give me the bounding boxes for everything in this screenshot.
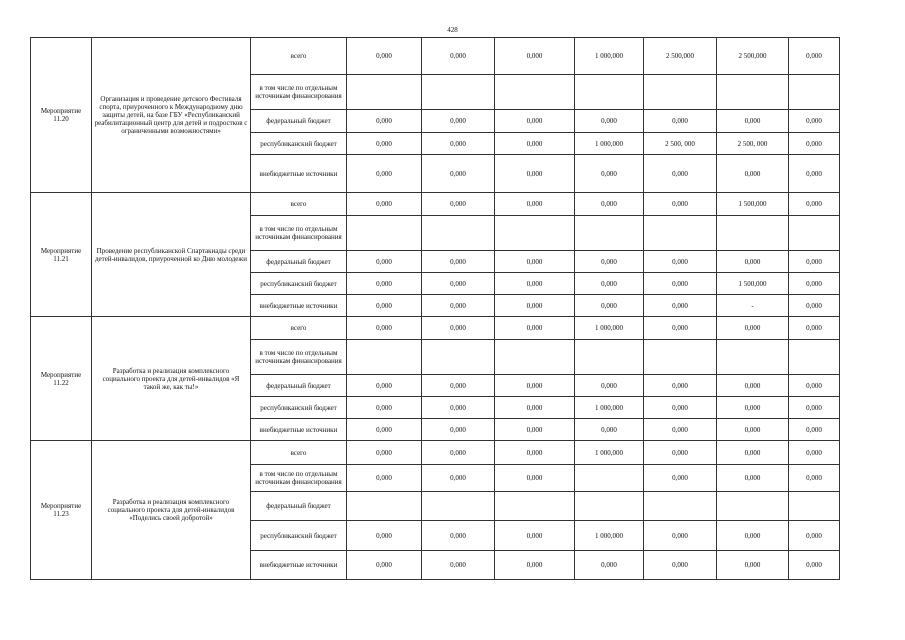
value-cell: [717, 340, 789, 375]
value-cell: 0,000: [789, 133, 840, 155]
measure-description: Проведение республиканской Спартакиады среди детей-инвалидов, приуроченной ко Дню молодежи: [92, 193, 251, 317]
value-cell: 2 500,000: [717, 38, 789, 75]
value-cell: 0,000: [575, 193, 644, 216]
value-cell: 0,000: [495, 251, 575, 273]
value-cell: 0,000: [422, 38, 495, 75]
funding-source-label: в том числе по отдельным источникам финансирования: [251, 465, 347, 492]
value-cell: 0,000: [644, 317, 717, 340]
value-cell: 0,000: [422, 521, 495, 551]
value-cell: 0,000: [575, 251, 644, 273]
value-cell: 0,000: [495, 38, 575, 75]
value-cell: [347, 492, 422, 521]
funding-source-label: всего: [251, 441, 347, 465]
value-cell: 0,000: [495, 441, 575, 465]
value-cell: 0,000: [347, 551, 422, 580]
value-cell: 0,000: [789, 521, 840, 551]
value-cell: [422, 492, 495, 521]
value-cell: 0,000: [422, 419, 495, 441]
value-cell: 1 000,000: [575, 397, 644, 419]
value-cell: 0,000: [495, 110, 575, 133]
value-cell: 0,000: [789, 251, 840, 273]
value-cell: 0,000: [422, 295, 495, 317]
value-cell: 0,000: [575, 110, 644, 133]
value-cell: 0,000: [347, 419, 422, 441]
value-cell: 0,000: [347, 465, 422, 492]
value-cell: -: [717, 295, 789, 317]
value-cell: 0,000: [495, 397, 575, 419]
value-cell: 0,000: [347, 295, 422, 317]
value-cell: 0,000: [789, 273, 840, 295]
value-cell: [495, 216, 575, 251]
table-row: [31, 441, 840, 465]
funding-source-label: внебюджетные источники: [251, 419, 347, 441]
funding-source-label: в том числе по отдельным источникам финансирования: [251, 216, 347, 251]
value-cell: 0,000: [422, 551, 495, 580]
value-cell: 0,000: [717, 419, 789, 441]
value-cell: [717, 75, 789, 110]
value-cell: 0,000: [495, 155, 575, 193]
value-cell: 1 000,000: [575, 521, 644, 551]
value-cell: [495, 492, 575, 521]
value-cell: 0,000: [717, 375, 789, 397]
value-cell: 0,000: [789, 317, 840, 340]
value-cell: 0,000: [347, 133, 422, 155]
value-cell: 0,000: [495, 133, 575, 155]
value-cell: 2 500, 000: [717, 133, 789, 155]
value-cell: 0,000: [717, 251, 789, 273]
value-cell: 0,000: [347, 193, 422, 216]
value-cell: [422, 340, 495, 375]
value-cell: 0,000: [644, 251, 717, 273]
value-cell: 0,000: [422, 133, 495, 155]
funding-source-label: федеральный бюджет: [251, 492, 347, 521]
value-cell: 0,000: [422, 110, 495, 133]
value-cell: 0,000: [717, 441, 789, 465]
page-number: 428: [447, 26, 458, 34]
value-cell: 0,000: [789, 38, 840, 75]
funding-source-label: всего: [251, 317, 347, 340]
value-cell: [644, 492, 717, 521]
value-cell: 0,000: [347, 317, 422, 340]
value-cell: 0,000: [644, 465, 717, 492]
value-cell: 0,000: [644, 419, 717, 441]
value-cell: 0,000: [789, 465, 840, 492]
value-cell: 0,000: [644, 397, 717, 419]
value-cell: 0,000: [495, 317, 575, 340]
funding-source-label: в том числе по отдельным источникам финансирования: [251, 75, 347, 110]
value-cell: 0,000: [575, 419, 644, 441]
measure-description: Разработка и реализация комплексного социального проекта для детей-инвалидов «Я такой же, как ты!»: [92, 317, 251, 441]
value-cell: 0,000: [717, 155, 789, 193]
value-cell: 0,000: [422, 375, 495, 397]
funding-source-label: республиканский бюджет: [251, 521, 347, 551]
measure-description: Организация и проведение детского Фестиваля спорта, приуроченного к Международному дню защиты детей, на базе ГБУ «Республиканский реабилитационный центр для детей и подростков с ограниченными возможностями»: [92, 38, 251, 193]
value-cell: 1 000,000: [575, 133, 644, 155]
value-cell: 0,000: [347, 521, 422, 551]
table-row: [31, 38, 840, 75]
value-cell: [495, 340, 575, 375]
value-cell: 0,000: [717, 551, 789, 580]
value-cell: [575, 340, 644, 375]
measure-name: Мероприятие 11.20: [31, 38, 92, 193]
value-cell: 0,000: [644, 551, 717, 580]
value-cell: 1 000,000: [575, 317, 644, 340]
value-cell: 0,000: [789, 419, 840, 441]
value-cell: 0,000: [347, 441, 422, 465]
value-cell: 0,000: [495, 193, 575, 216]
value-cell: 0,000: [422, 273, 495, 295]
funding-source-label: федеральный бюджет: [251, 375, 347, 397]
value-cell: [717, 492, 789, 521]
value-cell: 0,000: [644, 521, 717, 551]
value-cell: 0,000: [717, 521, 789, 551]
value-cell: [347, 340, 422, 375]
table-row: [31, 193, 840, 216]
funding-source-label: всего: [251, 193, 347, 216]
value-cell: 0,000: [789, 375, 840, 397]
value-cell: 0,000: [789, 110, 840, 133]
value-cell: 0,000: [422, 317, 495, 340]
value-cell: [717, 216, 789, 251]
value-cell: 0,000: [789, 551, 840, 580]
value-cell: [789, 216, 840, 251]
value-cell: [789, 75, 840, 110]
value-cell: 0,000: [422, 397, 495, 419]
value-cell: 0,000: [422, 251, 495, 273]
value-cell: 0,000: [789, 155, 840, 193]
value-cell: 0,000: [575, 273, 644, 295]
funding-source-label: внебюджетные источники: [251, 551, 347, 580]
value-cell: 0,000: [495, 551, 575, 580]
value-cell: 1 000,000: [575, 38, 644, 75]
funding-source-label: внебюджетные источники: [251, 155, 347, 193]
value-cell: [789, 492, 840, 521]
value-cell: [347, 216, 422, 251]
value-cell: 0,000: [575, 551, 644, 580]
value-cell: 0,000: [495, 419, 575, 441]
table-row: [31, 317, 840, 340]
value-cell: 0,000: [717, 110, 789, 133]
value-cell: [422, 216, 495, 251]
value-cell: 1 000,000: [575, 441, 644, 465]
value-cell: 0,000: [644, 273, 717, 295]
value-cell: 0,000: [347, 251, 422, 273]
value-cell: 0,000: [347, 375, 422, 397]
value-cell: 0,000: [789, 295, 840, 317]
value-cell: 0,000: [495, 295, 575, 317]
value-cell: [495, 75, 575, 110]
value-cell: 2 500, 000: [644, 133, 717, 155]
value-cell: 0,000: [644, 155, 717, 193]
value-cell: 0,000: [644, 375, 717, 397]
funding-source-label: республиканский бюджет: [251, 133, 347, 155]
value-cell: 0,000: [347, 38, 422, 75]
funding-source-label: внебюджетные источники: [251, 295, 347, 317]
value-cell: [575, 75, 644, 110]
value-cell: 0,000: [717, 397, 789, 419]
value-cell: 0,000: [347, 155, 422, 193]
value-cell: 1 500,000: [717, 273, 789, 295]
value-cell: 0,000: [422, 155, 495, 193]
value-cell: [789, 340, 840, 375]
value-cell: 0,000: [644, 295, 717, 317]
funding-source-label: федеральный бюджет: [251, 251, 347, 273]
value-cell: [422, 75, 495, 110]
funding-source-label: федеральный бюджет: [251, 110, 347, 133]
value-cell: [347, 75, 422, 110]
value-cell: [644, 340, 717, 375]
value-cell: 0,000: [644, 110, 717, 133]
value-cell: [575, 492, 644, 521]
value-cell: 0,000: [347, 273, 422, 295]
measure-name: Мероприятие 11.22: [31, 317, 92, 441]
value-cell: 0,000: [422, 441, 495, 465]
funding-source-label: республиканский бюджет: [251, 273, 347, 295]
measure-description: Разработка и реализация комплексного социального проекта для детей-инвалидов «Поделись своей добротой»: [92, 441, 251, 580]
value-cell: [575, 465, 644, 492]
measure-name: Мероприятие 11.21: [31, 193, 92, 317]
value-cell: 0,000: [644, 193, 717, 216]
value-cell: 0,000: [422, 465, 495, 492]
funding-source-label: республиканский бюджет: [251, 397, 347, 419]
funding-source-label: в том числе по отдельным источникам финансирования: [251, 340, 347, 375]
value-cell: 0,000: [789, 397, 840, 419]
value-cell: 0,000: [789, 441, 840, 465]
value-cell: [644, 216, 717, 251]
funding-source-label: всего: [251, 38, 347, 75]
funding-table: [30, 37, 840, 580]
value-cell: 0,000: [495, 465, 575, 492]
value-cell: 0,000: [495, 375, 575, 397]
measure-name: Мероприятие 11.23: [31, 441, 92, 580]
value-cell: 1 500,000: [717, 193, 789, 216]
value-cell: 0,000: [644, 441, 717, 465]
value-cell: 0,000: [575, 155, 644, 193]
value-cell: 0,000: [575, 295, 644, 317]
value-cell: [575, 216, 644, 251]
value-cell: 0,000: [495, 273, 575, 295]
value-cell: 0,000: [789, 193, 840, 216]
value-cell: 0,000: [495, 521, 575, 551]
value-cell: 0,000: [347, 110, 422, 133]
value-cell: 0,000: [347, 397, 422, 419]
value-cell: 0,000: [717, 317, 789, 340]
value-cell: 0,000: [422, 193, 495, 216]
value-cell: 0,000: [717, 465, 789, 492]
value-cell: [644, 75, 717, 110]
value-cell: 2 500,000: [644, 38, 717, 75]
value-cell: 0,000: [575, 375, 644, 397]
